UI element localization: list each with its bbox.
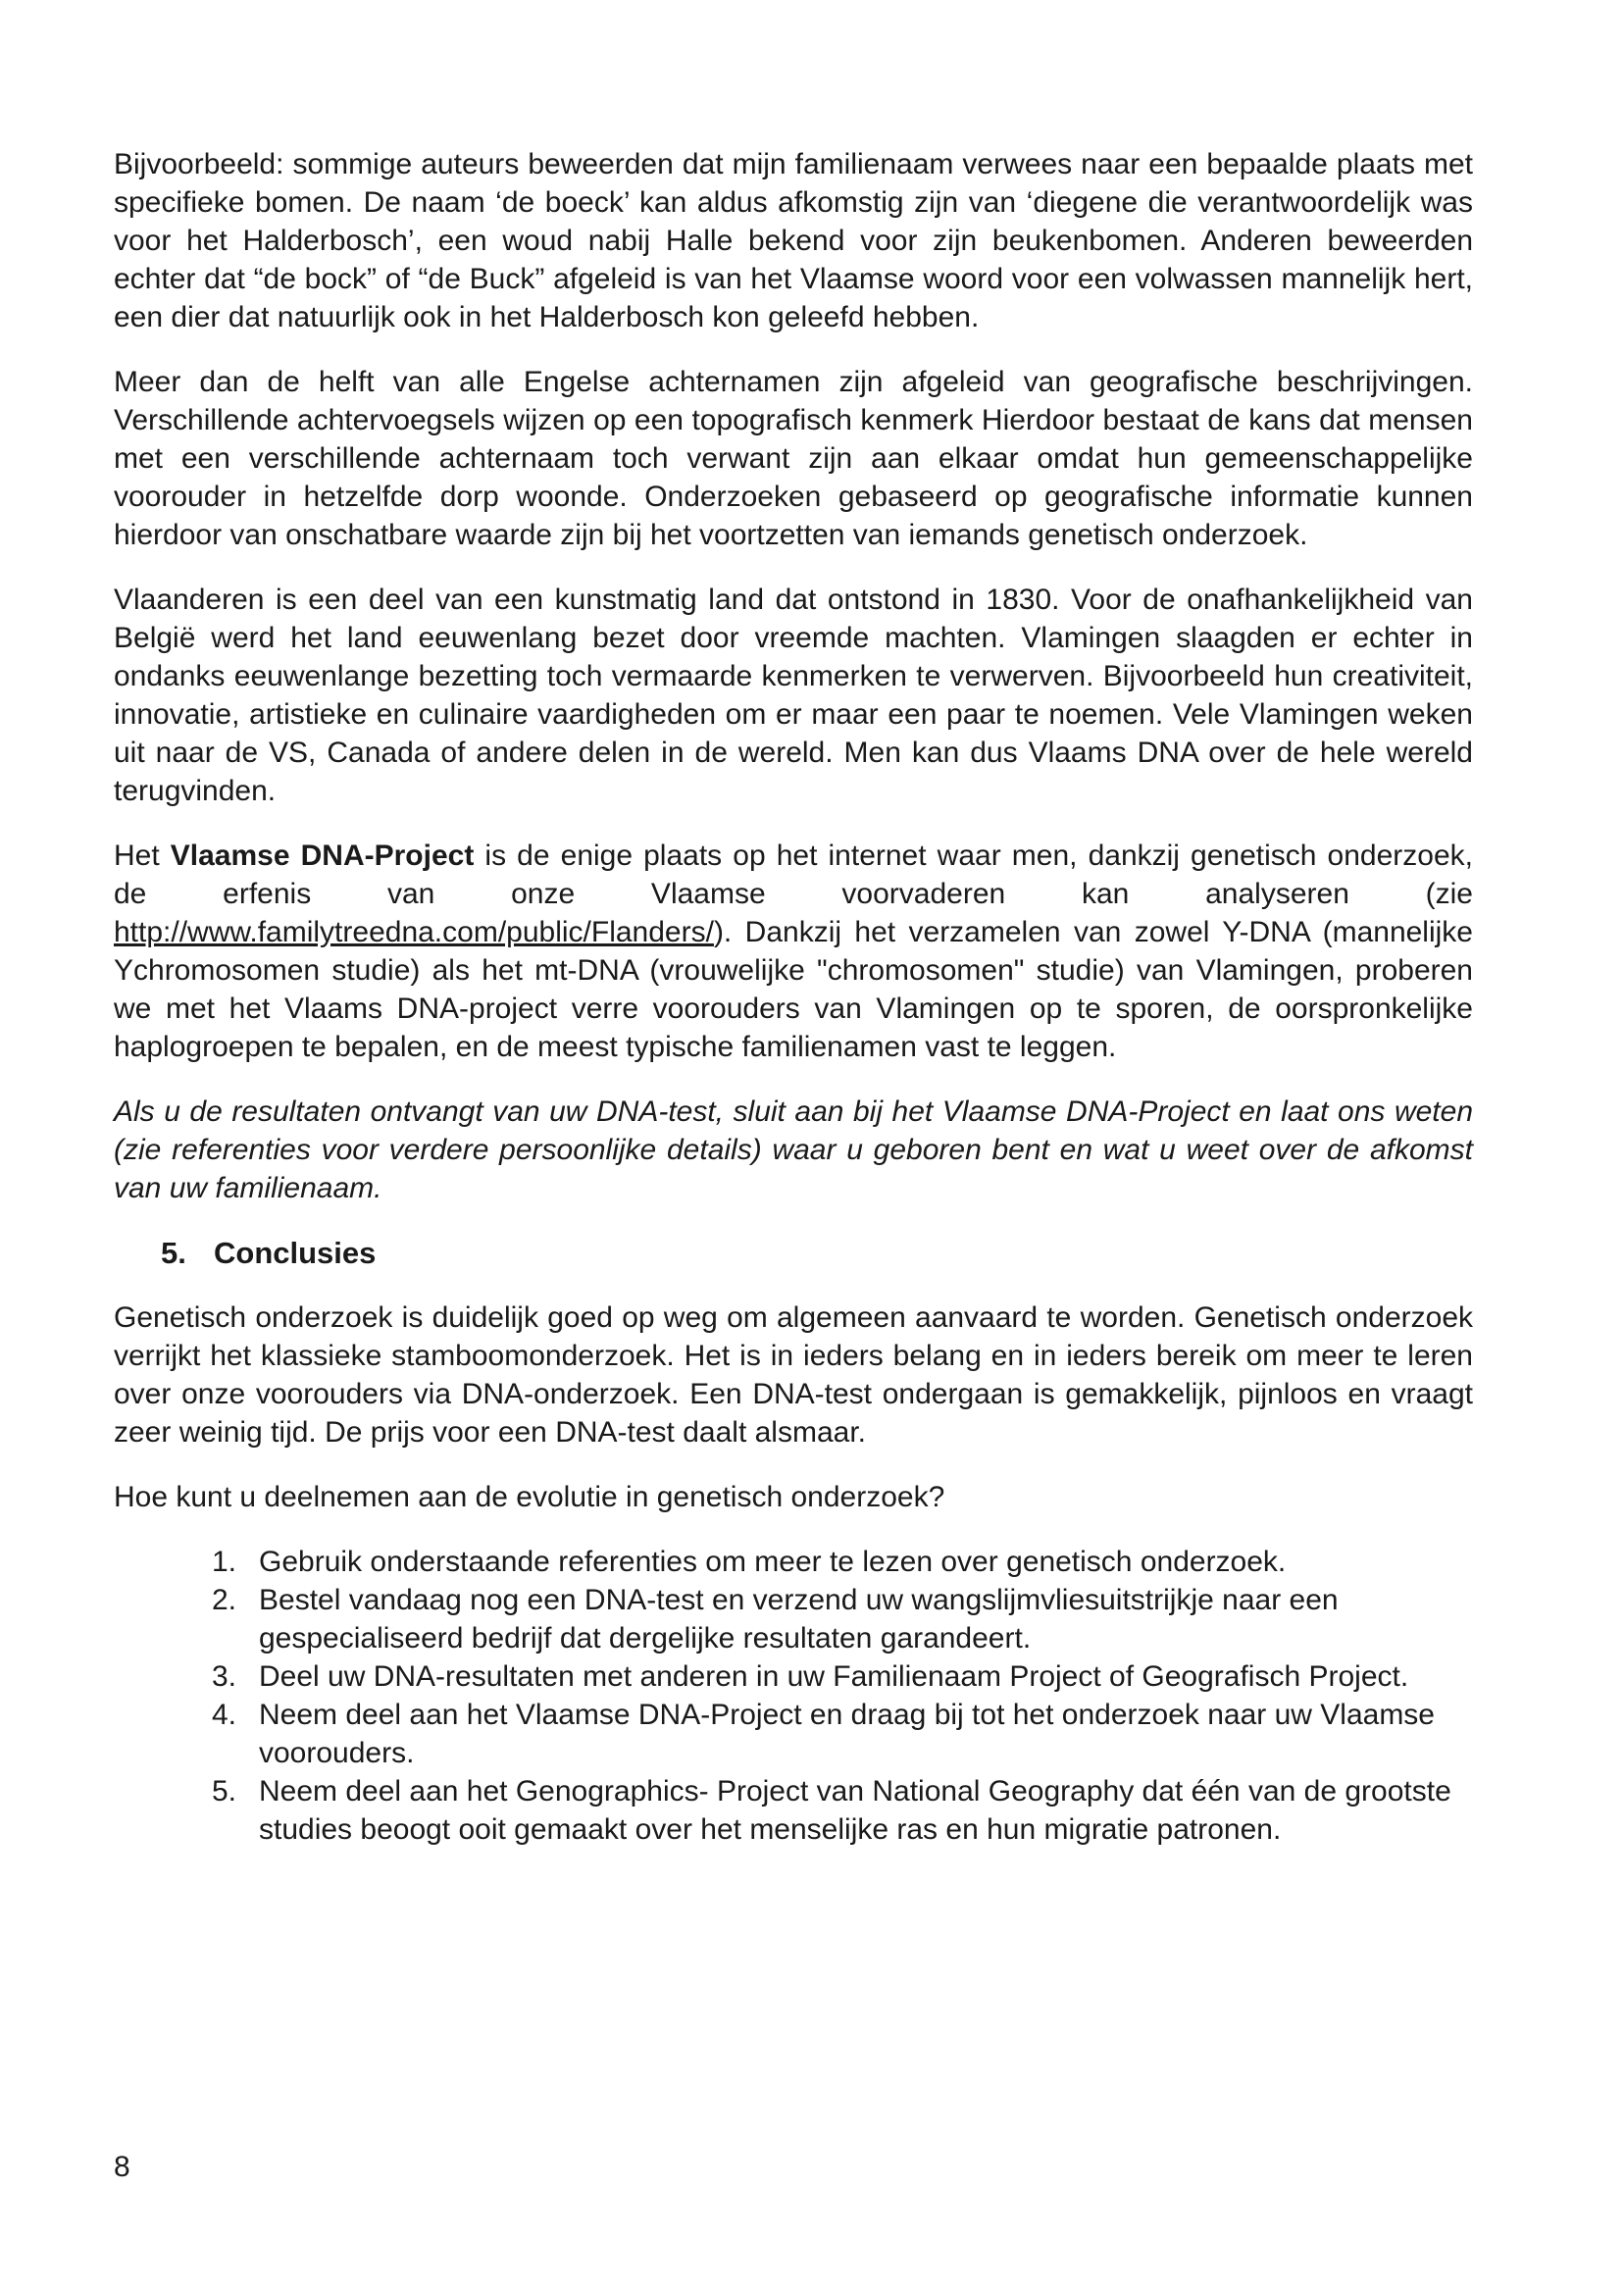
dna-project-name: Vlaamse DNA-Project	[170, 840, 475, 872]
list-item-text: Gebruik onderstaande referenties om meer te lezen over genetisch onderzoek.	[259, 1546, 1287, 1578]
list-item	[212, 1581, 1473, 1657]
list-item-text: Bestel vandaag nog een DNA-test en verzend uw wangslijmvliesuitstrijkje naar een gespecialiseerd bedrijf dat dergelijke resultaten garandeert.	[259, 1584, 1339, 1655]
paragraph-conclusion: Genetisch onderzoek is duidelijk goed op weg om algemeen aanvaard te worden. Genetisch onderzoek verrijkt het klassieke stamboomonderzoek. Het is in ieders belang en in ieders bereik om meer te leren over onze voorouders via DNA-onderzoek. Een DNA-test ondergaan is gemakkelijk, pijnloos en vraagt zeer weinig tijd. De prijs voor een DNA-test daalt alsmaar.	[114, 1301, 1473, 1449]
page-number: 8	[114, 2151, 130, 2183]
paragraph-flanders: Vlaanderen is een deel van een kunstmatig land dat ontstond in 1830. Voor de onafhankelijkheid van België werd het land eeuwenlang bezet door vreemde machten. Vlamingen slaagden er echter in ondanks eeuwenlange bezetting toch vermaarde kenmerken te verwerven. Bijvoorbeeld hun creativiteit, innovatie, artistieke en culinaire vaardigheden om er maar een paar te noemen. Vele Vlamingen weken uit naar de VS, Canada of andere delen in de wereld. Men kan dus Vlaams DNA over de hele wereld terugvinden.	[114, 584, 1473, 807]
list-item-text: Neem deel aan het Vlaamse DNA-Project en draag bij tot het onderzoek naar uw Vlaamse voorouders.	[259, 1699, 1435, 1769]
list-item-number: 1.	[212, 1546, 237, 1578]
paragraph-question: Hoe kunt u deelnemen aan de evolutie in genetisch onderzoek?	[114, 1481, 945, 1513]
familytreedna-link[interactable]: http://www.familytreedna.com/public/Flanders/	[114, 916, 714, 948]
list-item-number: 4.	[212, 1699, 237, 1731]
list-item-number: 3.	[212, 1660, 237, 1693]
steps-list	[114, 1543, 1473, 1849]
paragraph-dna-project-middle: is de enige plaats op het internet waar men, dankzij genetisch onderzoek, de erfenis van onze Vlaamse voorvaderen kan analyseren (zie	[114, 840, 1473, 910]
list-item	[212, 1696, 1473, 1772]
paragraph-dna-project	[114, 837, 1473, 1066]
section-title: Conclusies	[214, 1236, 377, 1270]
section-heading-conclusies	[114, 1234, 1473, 1272]
list-item	[212, 1657, 1473, 1696]
section-number: 5.	[161, 1236, 186, 1270]
list-item-number: 2.	[212, 1584, 237, 1616]
paragraph-boeck-origin: Bijvoorbeeld: sommige auteurs beweerden dat mijn familienaam verwees naar een bepaalde plaats met specifieke bomen. De naam ‘de boeck’ kan aldus afkomstig zijn van ‘diegene die verantwoordelijk was voor het Halderbosch’, een woud nabij Halle bekend voor zijn beukenbomen. Anderen beweerden echter dat “de bock” of “de Buck” afgeleid is van het Vlaamse woord voor een volwassen mannelijk hert, een dier dat natuurlijk ook in het Halderbosch kon geleefd hebben.	[114, 148, 1473, 333]
list-item-text: Deel uw DNA-resultaten met anderen in uw Familienaam Project of Geografisch Project.	[259, 1660, 1409, 1693]
paragraph-english-surnames: Meer dan de helft van alle Engelse achternamen zijn afgeleid van geografische beschrijvingen. Verschillende achtervoegsels wijzen op een topografisch kenmerk Hierdoor bestaat de kans dat mensen met een verschillende achternaam toch verwant zijn aan elkaar omdat hun gemeenschappelijke voorouder in hetzelfde dorp woonde. Onderzoeken gebaseerd op geografische informatie kunnen hierdoor van onschatbare waarde zijn bij het voortzetten van iemands genetisch onderzoek.	[114, 366, 1473, 551]
list-item	[212, 1772, 1473, 1849]
list-item-number: 5.	[212, 1775, 237, 1807]
document-body	[114, 145, 1473, 1849]
paragraph-dna-project-lead: Het	[114, 840, 171, 872]
paragraph-dna-project-tail: ). Dankzij het verzamelen van zowel Y-DNA (mannelijke Ychromosomen studie) als het mt-DNA (vrouwelijke "chromosomen" studie) van Vlamingen, proberen we met het Vlaams DNA-project verre voorouders van Vlamingen op te sporen, de oorspronkelijke haplogroepen te bepalen, en de meest typische familienamen vast te leggen.	[114, 916, 1473, 1063]
paragraph-join-call: Als u de resultaten ontvangt van uw DNA-test, sluit aan bij het Vlaamse DNA-Project en laat ons weten (zie referenties voor verdere persoonlijke details) waar u geboren bent en wat u weet over de afkomst van uw familienaam.	[114, 1095, 1473, 1204]
list-item-text: Neem deel aan het Genographics- Project van National Geography dat één van de grootste studies beoogt ooit gemaakt over het menselijke ras en hun migratie patronen.	[259, 1775, 1451, 1846]
list-item	[212, 1543, 1473, 1581]
